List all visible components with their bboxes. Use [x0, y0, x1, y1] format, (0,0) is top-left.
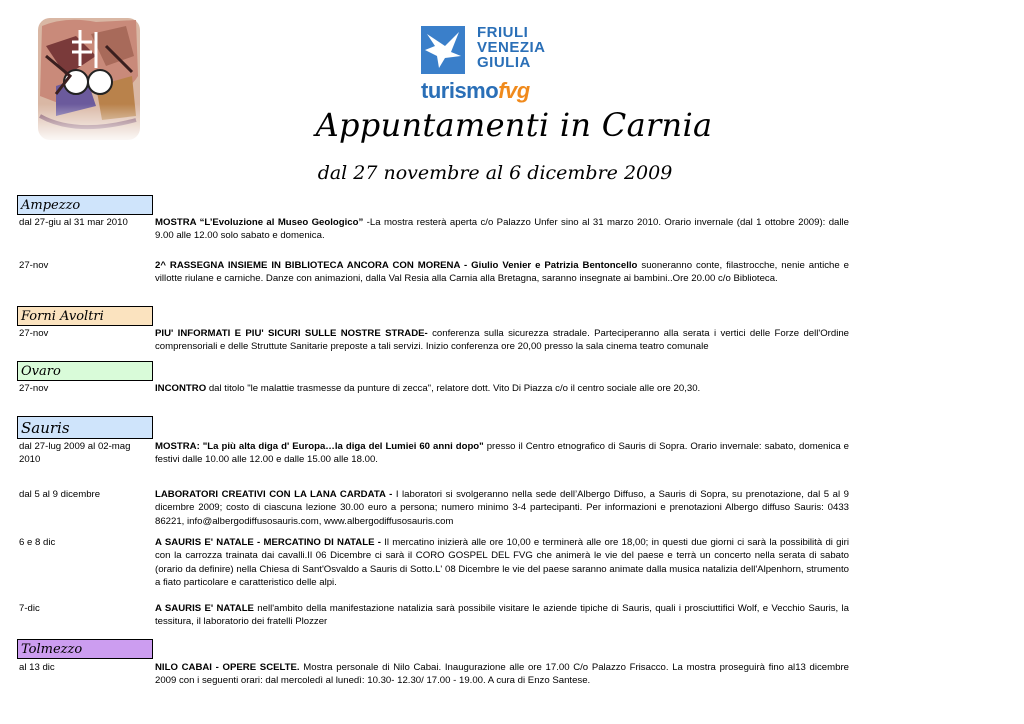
event-description [155, 488, 849, 528]
event-description [155, 327, 849, 354]
event-text: conferenza sulla sicurezza stradale. Parteciperanno alla serata i vertici delle Forze dell'Ordine comprensoriali e delle Struttute Sanitarie preposte a tali servizi. Inizio conferenza ore 20,00 presso la sala cinema teatro comunale [155, 328, 849, 353]
page-title: Appuntamenti in Carnia [315, 106, 713, 144]
eagle-icon [421, 26, 465, 74]
event-title: LABORATORI CREATIVI CON LA LANA CARDATA - [155, 489, 393, 500]
event-description [155, 536, 849, 590]
event-title: INCONTRO [155, 383, 207, 394]
event-text: I laboratori si svolgeranno nella sede dell’Albergo Diffuso, a Sauris di Sopra, su prenotazione, dal 5 al 9 dicembre 2009; costo di ciascuna lezione 30.00 euro a persona; numero minimo 3-4 partecipanti. Per informazioni e prenotazioni Albergo diffuso Sauris: 0433 86221, info@albergodiffusosauris.com, www.albergodiffusosauris.com [155, 489, 849, 527]
brand-turismo: turismo [421, 78, 499, 103]
event-title: MOSTRA “L’Evoluzione al Museo Geologico” [155, 217, 364, 228]
event-date: 27-nov [19, 260, 49, 271]
event-date: 6 e 8 dic [19, 537, 56, 548]
event-date: al 13 dic [19, 662, 55, 673]
event-text: -La mostra resterà aperta c/o Palazzo Unfer sino al 31 marzo 2010. Orario invernale (dal 1 ottobre 2009): dalle 9.00 alle 12.00 solo sabato e domenica. [155, 217, 849, 242]
event-date: 27-nov [19, 383, 49, 394]
brand-line-2: VENEZIA [477, 39, 546, 56]
brand-line-3: GIULIA [477, 54, 531, 71]
event-date: dal 5 al 9 dicembre [19, 489, 101, 500]
event-date: dal 27-lug 2009 al 02-mag 2010 [19, 441, 131, 466]
event-date: 27-nov [19, 328, 49, 339]
event-title: A SAURIS E' NATALE [155, 603, 254, 614]
event-description [155, 602, 849, 629]
event-description [155, 440, 849, 467]
event-text: suoneranno conte, filastrocche, nenie antiche e villotte riulane e carniche. Danze con animazioni, dalla Val Resia alla Carnia alla Bretagna, saranno insegnate ai bambini..Ore 20.00 c/o Biblioteca. [155, 260, 849, 285]
event-title: PIU' INFORMATI E PIU' SICURI SULLE NOSTRE STRADE- [155, 328, 428, 339]
event-title: A SAURIS E' NATALE - MERCATINO DI NATALE - [155, 537, 381, 548]
location-header-forni-avoltri: Forni Avoltri [17, 306, 153, 326]
event-title: 2^ RASSEGNA INSIEME IN BIBLIOTECA ANCORA CON MORENA - Giulio Venier e Patrizia Bentoncello [155, 260, 638, 271]
event-description [155, 382, 849, 395]
event-date: dal 27-giu al 31 mar 2010 [19, 217, 128, 228]
event-text: dal titolo "le malattie trasmesse da punture di zecca", relatore dott. Vito Di Piazza c/o il centro sociale alle ore 20,30. [206, 383, 701, 394]
event-title: MOSTRA: "La più alta diga d' Europa…la diga del Lumiei 60 anni dopo" [155, 441, 484, 452]
location-header-sauris: Sauris [17, 416, 153, 439]
brand-turismo-fvg [421, 78, 530, 104]
page-subtitle: dal 27 novembre al 6 dicembre 2009 [317, 162, 673, 184]
event-text: nell'ambito della manifestazione natalizia sarà possibile visitare le aziende tipiche di Sauris, quali i prosciuttifici Wolf, e Vecchio Sauris, la tessitura, il laboratorio dei fratelli Plozzer [155, 603, 849, 628]
event-text: Il mercatino inizierà alle ore 10,00 e terminerà alle ore 18,00; in questi due giorni ci sarà la possibilità di giri con la carrozza trainata dai cavalli.Il 06 Dicembre ci sarà il CORO GOSPEL DEL FVG che animerà le vie del paese e terrà un concerto nella serata di sabato (orario da definire) nella Chiesa di Sant'Osvaldo a Sauris di Sotto.L' 08 Dicembre le vie del paese saranno animate dalla musica natalizia dell'Alpenhorn, strumento a fiato particolare e caratteristico delle alpi. [155, 537, 849, 589]
brand-fvg: fvg [498, 78, 530, 103]
location-header-ovaro: Ovaro [17, 361, 153, 381]
event-description [155, 259, 849, 286]
location-header-tolmezzo: Tolmezzo [17, 639, 153, 659]
event-title: NILO CABAI - OPERE SCELTE. [155, 662, 300, 673]
turismo-fvg-logo [421, 26, 551, 106]
brand-line-1: FRIULI [477, 24, 529, 41]
event-date: 7-dic [19, 603, 40, 614]
event-description [155, 661, 849, 688]
event-description [155, 216, 849, 243]
event-text: presso il Centro etnografico di Sauris di Sopra. Orario invernale: sabato, domenica e festivi dalle 10.00 alle 12.00 e dalle 15.00 alle 18.00. [155, 441, 849, 466]
event-text: Mostra personale di Nilo Cabai. Inaugurazione alle ore 17.00 C/o Palazzo Frisacco. La mostra proseguirà fino al13 dicembre 2009 con i seguenti orari: dal mercoledì al lunedì: 10.30- 12.30/ 17.00 - 19.00. A cura di Enzo Santese. [155, 662, 850, 687]
location-header-ampezzo: Ampezzo [17, 195, 153, 215]
